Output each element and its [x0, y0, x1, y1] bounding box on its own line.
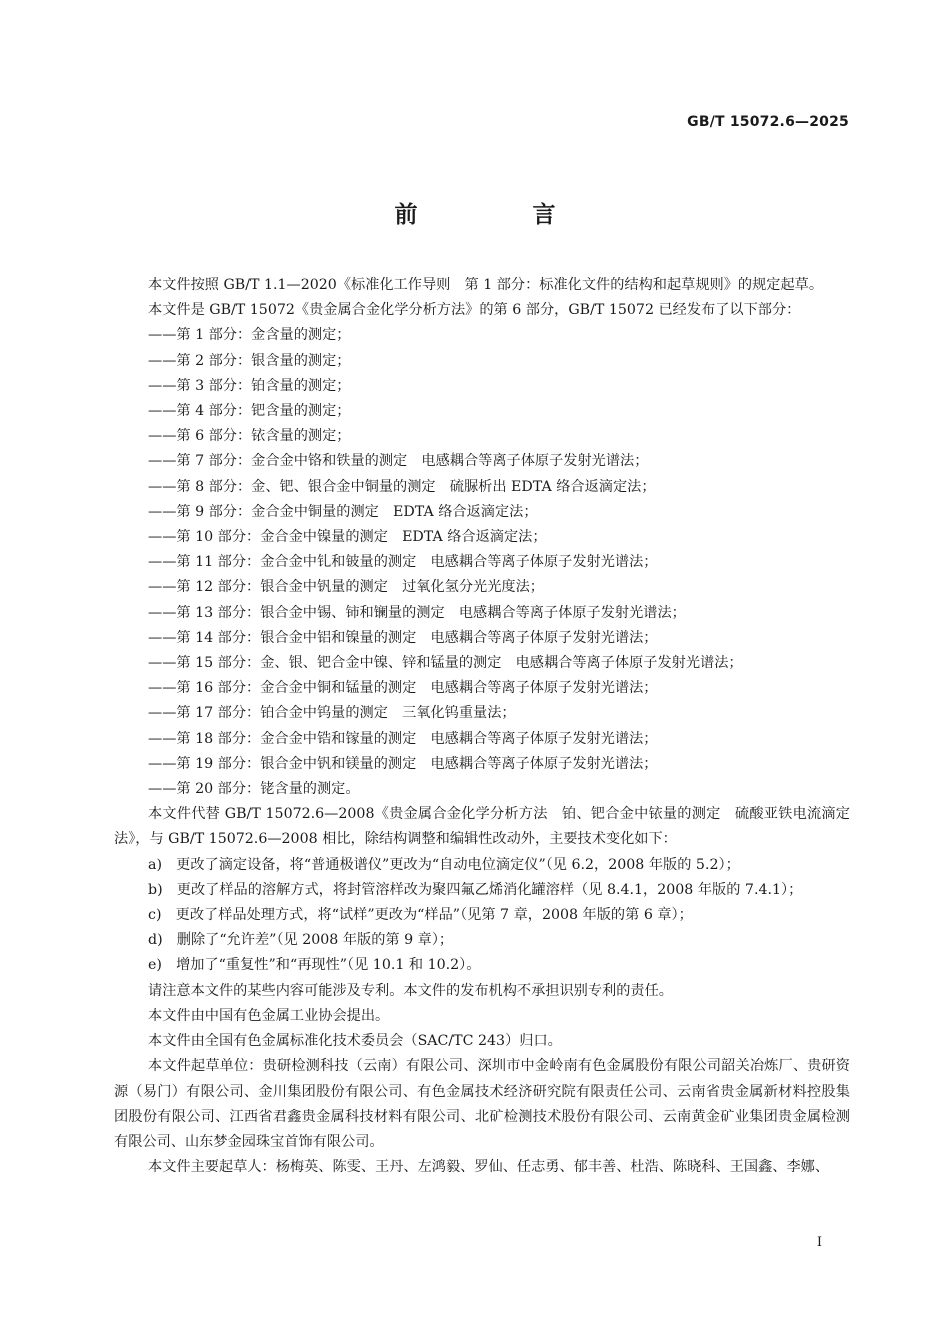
list-item: ——第 3 部分：铂含量的测定；: [148, 377, 351, 394]
change-item: a) 更改了滴定设备，将“普通极谱仪”更改为“自动电位滴定仪”（见 6.2，2008 年版的 5.2）；: [148, 856, 740, 873]
list-item: ——第 8 部分：金、钯、银合金中铜量的测定 硫脲析出 EDTA 络合返滴定法；: [148, 478, 656, 495]
committee-paragraph: 本文件由全国有色金属标准化技术委员会（SAC/TC 243）归口。: [148, 1033, 562, 1050]
list-item: ——第 7 部分：金合金中铬和铁量的测定 电感耦合等离子体原子发射光谱法；: [148, 453, 649, 470]
list-item: ——第 2 部分：银含量的测定；: [148, 352, 351, 369]
intro-paragraph: 本文件按照 GB/T 1.1—2020《标准化工作导则 第 1 部分：标准化文件的结构和起草规则》的规定起草。: [148, 277, 824, 293]
standard-code: GB/T 15072.6—2025: [687, 114, 849, 130]
list-item: ——第 17 部分：铂合金中钨量的测定 三氧化钨重量法；: [148, 705, 516, 722]
list-item: ——第 13 部分：银合金中锡、铈和镧量的测定 电感耦合等离子体原子发射光谱法；: [148, 604, 686, 621]
foreword-body: [114, 273, 850, 1180]
change-item: d) 删除了“允许差”（见 2008 年版的第 9 章）；: [148, 932, 454, 949]
list-item: ——第 20 部分：铑含量的测定。: [148, 781, 360, 798]
list-item: ——第 19 部分：银合金中钒和镁量的测定 电感耦合等离子体原子发射光谱法；: [148, 755, 658, 772]
list-item: ——第 15 部分：金、银、钯合金中镍、锌和锰量的测定 电感耦合等离子体原子发射光谱法；: [148, 655, 743, 672]
proposer-paragraph: 本文件由中国有色金属工业协会提出。: [148, 1007, 390, 1024]
list-item: ——第 18 部分：金合金中锆和镓量的测定 电感耦合等离子体原子发射光谱法；: [148, 730, 658, 747]
list-item: ——第 14 部分：银合金中铝和镍量的测定 电感耦合等离子体原子发射光谱法；: [148, 629, 658, 646]
list-item: ——第 16 部分：金合金中铜和锰量的测定 电感耦合等离子体原子发射光谱法；: [148, 680, 658, 697]
list-item: ——第 11 部分：金合金中钆和铍量的测定 电感耦合等离子体原子发射光谱法；: [148, 554, 658, 571]
list-item: ——第 6 部分：铱含量的测定；: [148, 428, 351, 445]
list-item: ——第 12 部分：银合金中钒量的测定 过氧化氢分光光度法；: [148, 579, 544, 596]
intro-paragraph: 本文件是 GB/T 15072《贵金属合金化学分析方法》的第 6 部分，GB/T 15072 已经发布了以下部分：: [148, 302, 801, 319]
page-title: 前 言: [394, 202, 602, 228]
replacement-paragraph: 本文件代替 GB/T 15072.6—2008《贵金属合金化学分析方法 铂、钯合金中铱量的测定 硫酸亚铁电流滴定法》，与 GB/T 15072.6—2008 相比，除结构调整和编辑性改动外，主要技术变化如下：: [114, 806, 850, 848]
list-item: ——第 9 部分：金合金中铜量的测定 EDTA 络合返滴定法；: [148, 503, 538, 520]
list-item: ——第 1 部分：金含量的测定；: [148, 327, 351, 344]
patent-notice: 请注意本文件的某些内容可能涉及专利。本文件的发布机构不承担识别专利的责任。: [148, 982, 673, 999]
drafters-paragraph: 本文件主要起草人：杨梅英、陈雯、王丹、左鸿毅、罗仙、任志勇、郁丰善、杜浩、陈晓科、王国鑫、李娜、: [148, 1159, 830, 1176]
change-item: c) 更改了样品处理方式，将“试样”更改为“样品”（见第 7 章，2008 年版的第 6 章）；: [148, 907, 693, 924]
list-item: ——第 4 部分：钯含量的测定；: [148, 403, 351, 420]
page-number: Ⅰ: [816, 1235, 822, 1250]
change-item: b) 更改了样品的溶解方式，将封管溶样改为聚四氟乙烯消化罐溶样（见 8.4.1，2008 年版的 7.4.1）；: [148, 881, 803, 898]
drafting-units-paragraph: 本文件起草单位：贵研检测科技（云南）有限公司、深圳市中金岭南有色金属股份有限公司韶关冶炼厂、贵研资源（易门）有限公司、金川集团股份有限公司、有色金属技术经济研究院有限责任公司、云南省贵金属新材料控股集团股份有限公司、江西省君鑫贵金属科技材料有限公司、北矿检测技术股份有限公司、云南黄金矿业集团贵金属检测有限公司、山东梦金园珠宝首饰有限公司。: [114, 1058, 850, 1150]
changes-list: [114, 853, 850, 979]
list-item: ——第 10 部分：金合金中镍量的测定 EDTA 络合返滴定法；: [148, 529, 547, 546]
change-item: e) 增加了“重复性”和“再现性”（见 10.1 和 10.2）。: [148, 957, 481, 974]
parts-list: [114, 323, 850, 802]
